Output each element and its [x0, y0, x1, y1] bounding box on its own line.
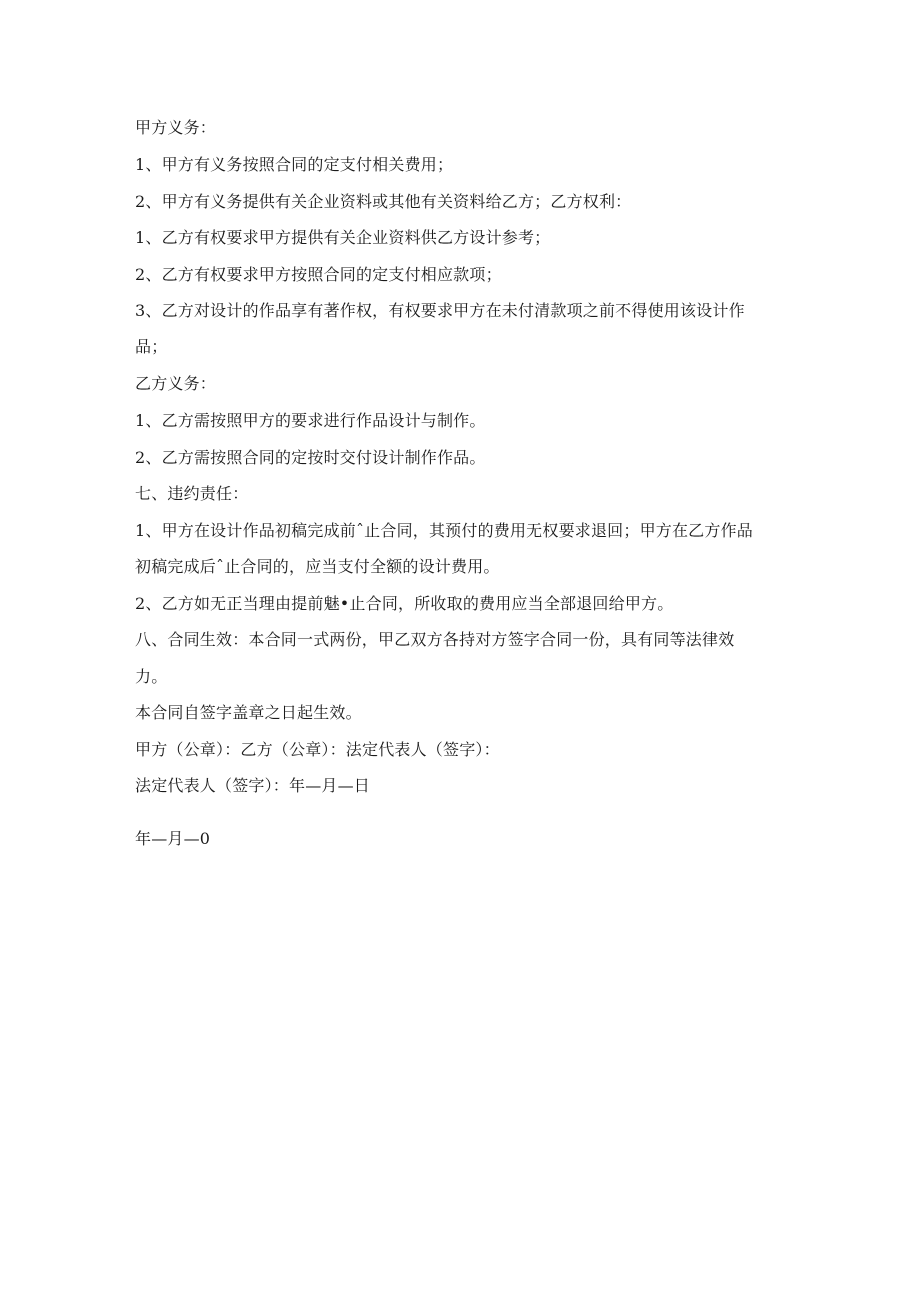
signature-date-line: 年—月—0: [135, 829, 211, 848]
party-b-right-3-continued: 品；: [135, 337, 168, 356]
party-a-obligation-1: 1、甲方有义务按照合同的定支付相关费用；: [135, 155, 454, 174]
breach-clause-2: 2、乙方如无正当理由提前魅•止合同，所收取的费用应当全部退回给甲方。: [135, 594, 674, 613]
effective-date-clause: 本合同自签字盖章之日起生效。: [135, 703, 362, 722]
section-heading-effect: 八、合同生效：本合同一式两份，甲乙双方各持对方签字合同一份，具有同等法律效: [135, 630, 735, 649]
party-b-right-2: 2、乙方有权要求甲方按照合同的定支付相应款项；: [135, 265, 502, 284]
breach-clause-1: 1、甲方在设计作品初稿完成前ˆ止合同，其预付的费用无权要求退回；甲方在乙方作品: [135, 521, 753, 540]
party-b-right-3: 3、乙方对设计的作品享有著作权，有权要求甲方在未付清款项之前不得使用该设计作: [135, 301, 745, 320]
effect-clause-continued: 力。: [135, 667, 168, 686]
party-b-right-1: 1、乙方有权要求甲方提供有关企业资料供乙方设计参考；: [135, 228, 551, 247]
party-b-obligation-2: 2、乙方需按照合同的定按时交付设计制作作品。: [135, 448, 486, 467]
section-heading-breach: 七、违约责任：: [135, 484, 249, 503]
section-heading-party-a-obligations: 甲方义务：: [135, 118, 217, 137]
party-b-obligation-1: 1、乙方需按照甲方的要求进行作品设计与制作。: [135, 411, 486, 430]
breach-clause-1-continued: 初稿完成后ˆ止合同的，应当支付全额的设计费用。: [135, 557, 500, 576]
party-a-obligation-2: 2、甲方有义务提供有关企业资料或其他有关资料给乙方；乙方权利：: [135, 192, 632, 211]
signature-line-seals: 甲方（公章）：乙方（公章）：法定代表人（签字）：: [135, 740, 500, 759]
signature-line-representative-date: 法定代表人（签字）：年—月—日: [135, 776, 371, 795]
section-heading-party-b-obligations: 乙方义务：: [135, 374, 217, 393]
